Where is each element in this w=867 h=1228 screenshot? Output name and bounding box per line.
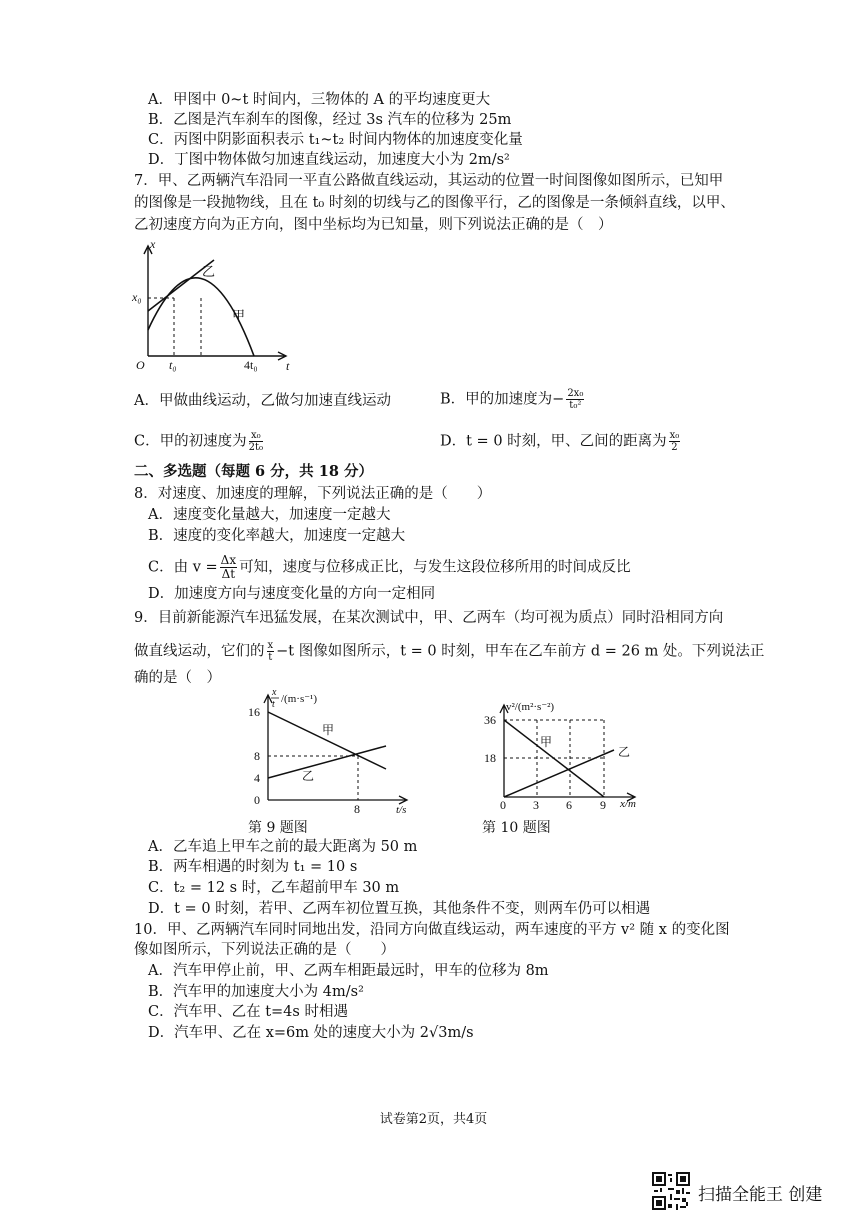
q7-option-b-numerator: 2x₀ [567,388,584,399]
q9-stem-denominator: t [268,652,273,663]
fig10-series-yi-label: 乙 [618,745,631,759]
fig9-y-tick: 0 [254,793,260,807]
q6-option-d: D．丁图中物体做匀加速直线运动，加速度大小为 2m/s² [148,152,510,168]
fig10-caption: 第 10 题图 [482,820,551,836]
q9-stem-line-1: 9．目前新能源汽车迅猛发展，在某次测试中，甲、乙两车（均可视为质点）同时沿相同方向 [134,610,724,626]
q8-option-c-text: C．由 v = [148,559,218,576]
q7-option-c-text: C．甲的初速度为 [134,433,247,450]
q8-option-a: A．速度变化量越大，加速度一定越大 [148,507,391,523]
q9-option-b: B．两车相遇的时刻为 t₁ = 10 s [148,859,358,875]
q7-option-b-fraction [566,388,584,411]
q9-stem-line-2 [134,640,764,663]
q8-option-b: B．速度的变化率越大，加速度一定越大 [148,528,406,544]
fig9-y-frac-num: x [272,687,277,698]
q7-option-c [134,430,265,453]
q7-4t0-label: 4t₀ [244,358,258,372]
page-footer: 试卷第2页，共4页 [379,1112,488,1127]
fig9-series-jia-label: 甲 [322,723,335,737]
q10-stem-line-1: 10．甲、乙两辆汽车同时同地出发，沿同方向做直线运动，两车速度的平方 v² 随 x 的变化图 [134,922,730,938]
q7-option-d-numerator: x₀ [669,430,680,441]
q7-option-a: A．甲做曲线运动，乙做匀加速直线运动 [134,393,391,409]
q7-x0-label: x₀ [132,290,142,304]
fig10-x-tick: 0 [500,798,506,810]
q7-stem-line-1: 7．甲、乙两辆汽车沿同一平直公路做直线运动，其运动的位置一时间图像如图所示，已知甲 [134,173,724,189]
fig10-x-tick: 3 [533,798,539,810]
fig9-y-tick: 8 [254,749,260,763]
qr-code-icon [652,1172,690,1210]
q8-stem: 8．对速度、加速度的理解，下列说法正确的是（ ） [134,486,492,502]
q10-stem-line-2: 像如图所示，下列说法正确的是（ ） [134,942,395,958]
q7-t0-label: t₀ [169,358,177,372]
q7-option-b-denominator: t₀² [569,400,582,411]
q10-option-d: D．汽车甲、乙在 x=6m 处的速度大小为 2√3m/s [148,1025,474,1041]
q9-option-a: A．乙车追上甲车之前的最大距离为 50 m [148,839,418,855]
q6-option-c: C．丙图中阴影面积表示 t₁~t₂ 时间内物体的加速度变化量 [148,132,523,148]
fig10-y-axis-label: v²/(m²·s⁻²) [506,701,555,713]
q8-option-c-numerator: Δx [220,553,237,567]
q7-stem-line-2: 的图像是一段抛物线，且在 t₀ 时刻的切线与乙的图像平行，乙的图像是一条倾斜直线，以甲、 [134,195,735,211]
q9-stem-text: 做直线运动，它们的 [134,643,265,660]
q7-option-d [440,430,682,453]
scanner-brand-watermark: 扫描全能王 创建 [698,1185,823,1205]
q7-option-b-text: B．甲的加速度为− [440,391,565,408]
q9-option-c: C．t₂ = 12 s 时，乙车超前甲车 30 m [148,880,400,896]
fig10-y-tick: 36 [484,713,496,727]
fig10-x-axis-label: x/m [620,798,636,810]
q7-option-c-numerator: x₀ [249,430,263,442]
q9-option-d: D．t = 0 时刻，若甲、乙两车初位置互换，其他条件不变，则两车仍可以相遇 [148,901,651,917]
fig9-series-yi-label: 乙 [302,769,315,783]
q7-x-axis-label: t [286,359,290,373]
q9-stem-fraction [267,640,275,663]
fig9-caption: 第 9 题图 [248,820,308,836]
q7-curve-jia-label: 甲 [232,308,246,323]
fig9-graph [240,686,420,814]
q9-stem-numerator: x [267,640,274,651]
fig10-y-tick: 18 [484,751,496,765]
q7-line-yi-label: 乙 [202,264,216,279]
q7-option-c-fraction [249,430,263,453]
q8-option-c-fraction [220,554,237,581]
q7-position-time-graph [128,238,298,373]
fig9-x-axis-label: t/s [396,804,407,814]
fig10-graph [478,698,650,810]
fig9-y-tick: 4 [254,771,260,785]
q7-stem-line-3: 乙初速度方向为正方向，图中坐标均为已知量，则下列说法正确的是（ ） [134,217,613,233]
fig9-y-frac-den: t [272,699,275,710]
q7-y-axis-label: x [150,238,156,251]
fig10-x-tick: 6 [566,798,572,810]
q8-option-c [148,554,631,581]
q7-origin-label: O [136,358,145,372]
q10-option-c: C．汽车甲、乙在 t=4s 时相遇 [148,1004,348,1020]
q7-option-d-text: D．t = 0 时刻，甲、乙间的距离为 [440,433,667,450]
fig9-y-axis-label: /(m·s⁻¹) [281,693,317,705]
fig10-series-jia-label: 甲 [540,735,553,749]
fig9-y-tick: 16 [248,705,260,719]
q7-option-d-fraction [669,430,681,453]
q10-option-a: A．汽车甲停止前，甲、乙两车相距最远时，甲车的位移为 8m [148,963,549,979]
q6-option-a: A．甲图中 0~t 时间内，三物体的 A 的平均速度更大 [148,92,491,108]
fig9-x-tick: 8 [354,802,360,814]
section-2-title: 二、多选题（每题 6 分，共 18 分） [134,463,373,480]
q9-stem-tail: −t 图像如图所示，t = 0 时刻，甲车在乙车前方 d = 26 m 处。下列说法正 [276,643,765,660]
q6-option-b: B．乙图是汽车刹车的图像，经过 3s 汽车的位移为 25m [148,112,512,128]
q8-option-c-tail: 可知，速度与位移成正比，与发生这段位移所用的时间成反比 [239,559,631,576]
fig10-x-tick: 9 [600,798,606,810]
q8-option-c-denominator: Δt [221,567,236,581]
q8-option-d: D．加速度方向与速度变化量的方向一定相同 [148,586,436,602]
q7-option-c-denominator: 2t₀ [248,442,263,453]
q7-option-d-denominator: 2 [671,442,678,453]
q7-option-b [440,388,586,411]
q9-stem-line-3: 确的是（ ） [134,670,221,686]
q10-option-b: B．汽车甲的加速度大小为 4m/s² [148,984,364,1000]
